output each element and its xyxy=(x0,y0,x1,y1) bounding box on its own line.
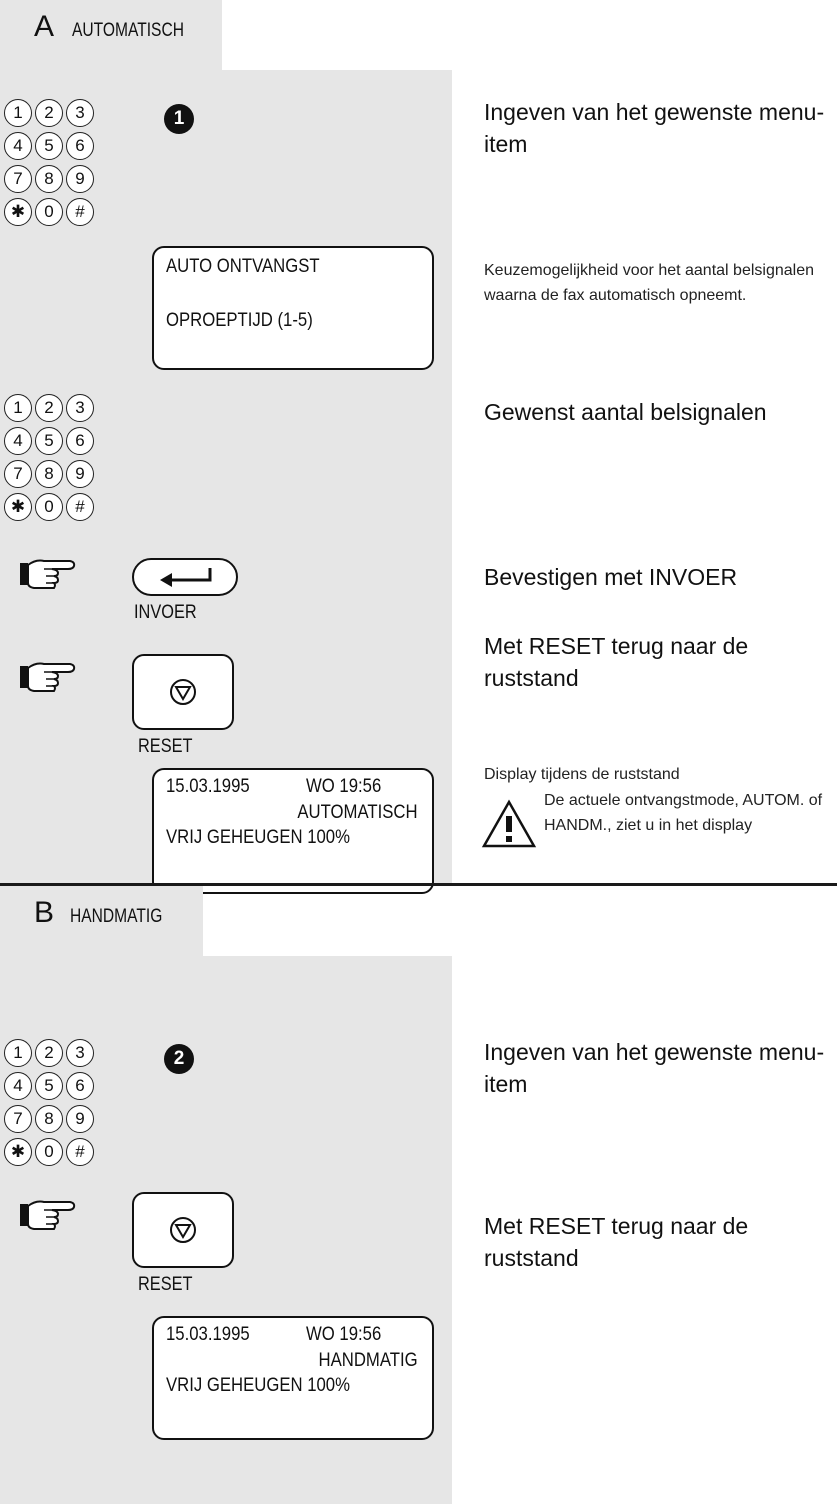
keypad-key: 5 xyxy=(35,1072,63,1100)
lcd-idle-display-b xyxy=(152,1316,434,1440)
section-a-letter: A xyxy=(34,10,55,43)
hand-pointer-icon xyxy=(18,555,80,591)
stop-icon xyxy=(168,677,198,707)
lcd-memory: VRIJ GEHEUGEN 100% xyxy=(166,1375,350,1396)
lcd-day-time: WO 19:56 xyxy=(306,776,382,797)
keypad-key: 9 xyxy=(66,165,94,193)
keypad-key: 8 xyxy=(35,165,63,193)
section-a-tab xyxy=(0,0,222,72)
desc-confirm: Bevestigen met INVOER xyxy=(484,564,738,590)
section-b-letter: B xyxy=(34,896,55,929)
reset-label: RESET xyxy=(138,736,193,757)
keypad-key: 3 xyxy=(66,1039,94,1067)
warning-triangle-icon xyxy=(480,798,538,850)
keypad-key: 5 xyxy=(35,427,63,455)
hand-pointer-icon xyxy=(18,1196,80,1232)
lcd-line-1: AUTO ONTVANGST xyxy=(166,256,320,277)
keypad-key: 6 xyxy=(66,427,94,455)
section-b-tab xyxy=(0,886,203,958)
keypad-key: 3 xyxy=(66,394,94,422)
keypad-key: 2 xyxy=(35,394,63,422)
lcd-day-time: WO 19:56 xyxy=(306,1324,382,1345)
keypad-key: 1 xyxy=(4,394,32,422)
desc-enter-item-a: Ingeven van het gewenste menu-item xyxy=(484,99,825,157)
keypad-key: 2 xyxy=(35,1039,63,1067)
keypad-key: 9 xyxy=(66,1105,94,1133)
invoer-button[interactable] xyxy=(132,558,238,596)
keypad-key: # xyxy=(66,493,94,521)
lcd-menu-display xyxy=(152,246,434,370)
lcd-memory: VRIJ GEHEUGEN 100% xyxy=(166,827,350,848)
stop-icon xyxy=(168,1215,198,1245)
warning-text: De actuele ontvangstmode, AUTOM. of HANDM., ziet u in het display xyxy=(544,792,823,834)
keypad-key: 3 xyxy=(66,99,94,127)
lcd-mode: AUTOMATISCH xyxy=(297,802,418,823)
hand-pointer-icon xyxy=(18,658,80,694)
keypad-key: 0 xyxy=(35,1138,63,1166)
enter-arrow-icon xyxy=(132,558,238,596)
keypad-key: 4 xyxy=(4,1072,32,1100)
keypad-key: ✱ xyxy=(4,198,32,226)
lcd-line-2: OPROEPTIJD (1-5) xyxy=(166,310,313,331)
keypad-key: 0 xyxy=(35,198,63,226)
keypad-key: 0 xyxy=(35,493,63,521)
lcd-date: 15.03.1995 xyxy=(166,776,250,797)
keypad-key: 6 xyxy=(66,132,94,160)
note-rings: Keuzemogelijkheid voor het aantal belsignalen waarna de fax automatisch opneemt. xyxy=(484,262,814,304)
invoer-label: INVOER xyxy=(134,602,197,623)
keypad-key: 5 xyxy=(35,132,63,160)
section-a-title: AUTOMATISCH xyxy=(72,20,184,41)
keypad-key: 2 xyxy=(35,99,63,127)
keypad-key: 8 xyxy=(35,1105,63,1133)
keypad-key: 8 xyxy=(35,460,63,488)
step-badge-1: 1 xyxy=(164,104,194,134)
keypad-key: 7 xyxy=(4,460,32,488)
keypad-key: 4 xyxy=(4,427,32,455)
keypad-key: 1 xyxy=(4,99,32,127)
keypad-icon xyxy=(0,95,140,235)
keypad-key: 9 xyxy=(66,460,94,488)
keypad-icon xyxy=(0,1035,140,1175)
reset-button[interactable] xyxy=(132,1192,234,1268)
keypad-icon xyxy=(0,390,140,530)
keypad-key: 7 xyxy=(4,1105,32,1133)
reset-button[interactable] xyxy=(132,654,234,730)
lcd-mode: HANDMATIG xyxy=(318,1350,418,1371)
keypad-key: # xyxy=(66,198,94,226)
reset-label: RESET xyxy=(138,1274,193,1295)
lcd-idle-display-a xyxy=(152,768,434,894)
keypad-key: 1 xyxy=(4,1039,32,1067)
desc-reset-b: Met RESET terug naar de ruststand xyxy=(484,1213,749,1271)
keypad-key: # xyxy=(66,1138,94,1166)
lcd-date: 15.03.1995 xyxy=(166,1324,250,1345)
note-display: Display tijdens de ruststand xyxy=(484,766,680,783)
keypad-key: 7 xyxy=(4,165,32,193)
desc-rings: Gewenst aantal belsignalen xyxy=(484,399,767,425)
desc-enter-item-b: Ingeven van het gewenste menu-item xyxy=(484,1039,825,1097)
keypad-key: ✱ xyxy=(4,493,32,521)
step-badge-2: 2 xyxy=(164,1044,194,1074)
section-b-title: HANDMATIG xyxy=(70,906,163,927)
desc-reset-a: Met RESET terug naar de ruststand xyxy=(484,633,749,691)
keypad-key: 4 xyxy=(4,132,32,160)
keypad-key: ✱ xyxy=(4,1138,32,1166)
keypad-key: 6 xyxy=(66,1072,94,1100)
